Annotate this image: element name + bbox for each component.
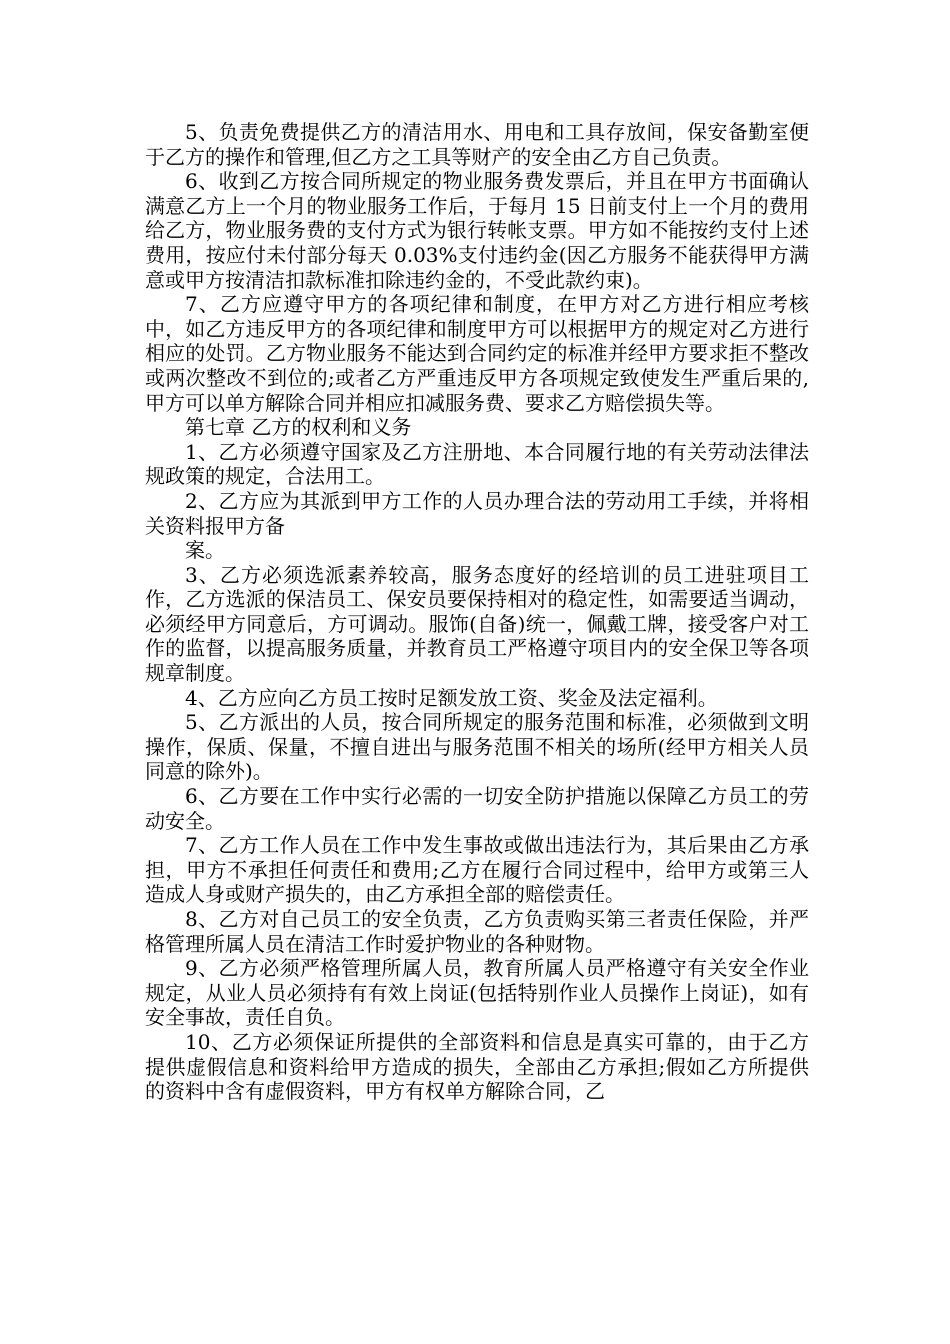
- paragraph-obligation-7: 7、乙方工作人员在工作中发生事故或做出违法行为，其后果由乙方承担，甲方不承担任何责任和费用;乙方在履行合同过程中，给甲方或第三人造成人身或财产损失的，由乙方承担全部的赔偿责任。: [145, 833, 809, 907]
- paragraph-obligation-4: 4、乙方应向乙方员工按时足额发放工资、奖金及法定福利。: [185, 685, 718, 710]
- paragraph-duty-7: 7、乙方应遵守甲方的各项纪律和制度，在甲方对乙方进行相应考核中，如乙方违反甲方的各项纪律和制度甲方可以根据甲方的规定对乙方进行相应的处罚。乙方物业服务不能达到合同约定的标准并经甲方要求拒不整改或两次整改不到位的;或者乙方严重违反甲方各项规定致使发生严重后果的,甲方可以单方解除合同并相应扣减服务费、要求乙方赔偿损失等。: [145, 292, 809, 415]
- paragraph-duty-6: 6、收到乙方按合同所规定的物业服务费发票后，并且在甲方书面确认满意乙方上一个月的物业服务工作后，于每月 15 日前支付上一个月的费用给乙方，物业服务费的支付方式为银行转帐支票。甲方如不能按约支付上述费用，按应付未付部分每天 0.03%支付违约金(因乙方服务不能获得甲方满意或甲方按清洁扣款标准扣除违约金的，不受此款约束)。: [145, 169, 809, 292]
- paragraph-obligation-5: 5、乙方派出的人员，按合同所规定的服务范围和标准，必须做到文明操作，保质、保量，不擅自进出与服务范围不相关的场所(经甲方相关人员同意的除外)。: [145, 710, 809, 784]
- document-page: [145, 120, 809, 1104]
- paragraph-obligation-3: 3、乙方必须选派素养较高，服务态度好的经培训的员工进驻项目工作，乙方选派的保洁员工、保安员要保持相对的稳定性，如需要适当调动，必须经甲方同意后，方可调动。服饰(自备)统一，佩戴工牌，接受客户对工作的监督，以提高服务质量，并教育员工严格遵守项目内的安全保卫等各项规章制度。: [145, 562, 809, 686]
- paragraph-obligation-6: 6、乙方要在工作中实行必需的一切安全防护措施以保障乙方员工的劳动安全。: [145, 784, 809, 833]
- paragraph-obligation-1: 1、乙方必须遵守国家及乙方注册地、本合同履行地的有关劳动法律法规政策的规定，合法用工。: [145, 439, 809, 489]
- paragraph-obligation-2: 2、乙方应为其派到甲方工作的人员办理合法的劳动用工手续，并将相关资料报甲方备: [145, 488, 809, 538]
- paragraph-obligation-9: 9、乙方必须严格管理所属人员，教育所属人员严格遵守有关安全作业规定，从业人员必须持有有效上岗证(包括特别作业人员操作上岗证)，如有安全事故，责任自负。: [145, 956, 809, 1030]
- paragraph-obligation-2-tail: 案。: [185, 538, 225, 563]
- paragraph-duty-5: 5、负责免费提供乙方的清洁用水、用电和工具存放间，保安备勤室便于乙方的操作和管理,但乙方之工具等财产的安全由乙方自己负责。: [145, 120, 809, 169]
- paragraph-obligation-8: 8、乙方对自己员工的安全负责，乙方负责购买第三者责任保险，并严格管理所属人员在清洁工作时爱护物业的各种财物。: [145, 907, 809, 956]
- paragraph-obligation-10: 10、乙方必须保证所提供的全部资料和信息是真实可靠的，由于乙方提供虚假信息和资料给甲方造成的损失，全部由乙方承担;假如乙方所提供的资料中含有虚假资料，甲方有权单方解除合同，乙: [145, 1029, 809, 1104]
- chapter-heading: 第七章 乙方的权利和义务: [185, 415, 412, 440]
